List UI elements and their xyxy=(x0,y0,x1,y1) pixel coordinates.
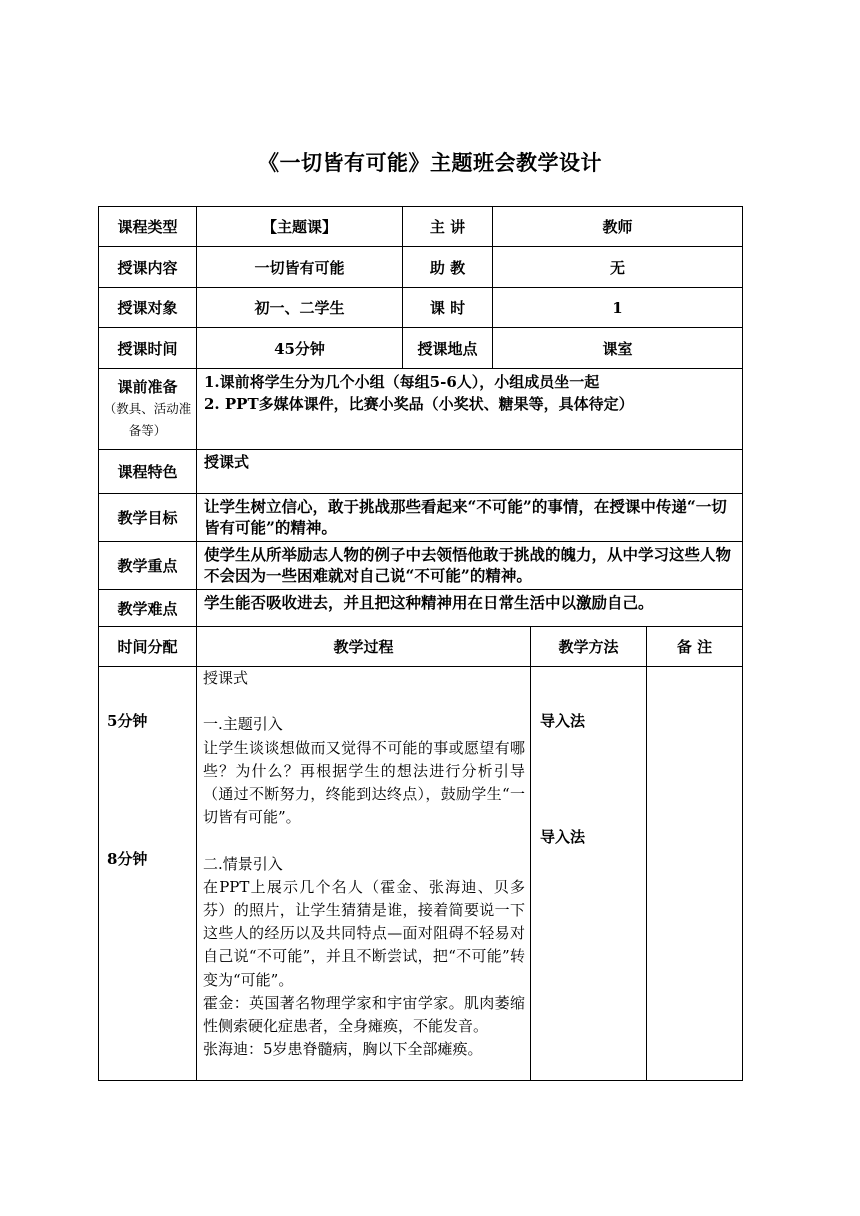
time-column xyxy=(99,667,197,1081)
audience-value: 初一、二学生 xyxy=(197,288,403,328)
row-key-point xyxy=(99,542,743,590)
lecturer-value: 教师 xyxy=(493,207,743,247)
prep-line-2: 2. PPT多媒体课件，比赛小奖品（小奖状、糖果等，具体待定） xyxy=(204,395,634,413)
row-time xyxy=(99,328,743,369)
place-value: 课室 xyxy=(493,328,743,369)
note-column xyxy=(647,667,743,1081)
time-slot-2: 8分钟 xyxy=(107,850,148,868)
content-label: 授课内容 xyxy=(99,247,197,288)
row-content xyxy=(99,247,743,288)
row-course-type xyxy=(99,207,743,247)
section-1-title: 一.主题引入 xyxy=(203,715,283,734)
row-features xyxy=(99,450,743,494)
goal-label: 教学目标 xyxy=(99,494,197,542)
header-note: 备 注 xyxy=(647,627,743,667)
course-type-value: 【主题课】 xyxy=(197,207,403,247)
zhang-text: 张海迪：5岁患脊髓病，胸以下全部瘫痪。 xyxy=(203,1040,483,1059)
time-value: 45分钟 xyxy=(197,328,403,369)
row-process-header xyxy=(99,627,743,667)
lecturer-label: 主 讲 xyxy=(403,207,493,247)
section-2-body: 在PPT上展示几个名人（霍金、张海迪、贝多芬）的照片，让学生猜猜是谁，接着简要说一下这些人的经历以及共同特点—面对阻碍不轻易对自己说“不可能”，并且不断尝试，把“不可能”转变为“可能”。 xyxy=(203,877,525,989)
assistant-label: 助 教 xyxy=(403,247,493,288)
row-difficulty xyxy=(99,590,743,627)
prep-sublabel: （教具、活动准备等） xyxy=(103,401,192,438)
difficulty-label: 教学难点 xyxy=(99,590,197,627)
prep-content xyxy=(197,369,743,450)
process-intro: 授课式 xyxy=(203,669,249,687)
process-content xyxy=(197,667,531,1081)
method-1: 导入法 xyxy=(540,712,586,730)
hours-value: 1 xyxy=(493,288,743,328)
prep-label: 课前准备 xyxy=(117,378,178,396)
difficulty-value: 学生能否吸收进去，并且把这种精神用在日常生活中以激励自己。 xyxy=(197,590,743,627)
goal-value: 让学生树立信心，敢于挑战那些看起来“不可能”的事情，在授课中传递“一切皆有可能”的精神。 xyxy=(197,494,743,542)
method-2: 导入法 xyxy=(540,828,586,846)
section-1-body: 让学生谈谈想做而又觉得不可能的事或愿望有哪些？为什么？再根据学生的想法进行分析引导（通过不断努力，终能到达终点），鼓励学生“一切皆有可能”。 xyxy=(203,738,525,827)
time-slot-1: 5分钟 xyxy=(107,712,148,730)
features-value: 授课式 xyxy=(197,450,743,494)
key-point-label: 教学重点 xyxy=(99,542,197,590)
header-method: 教学方法 xyxy=(531,627,647,667)
lesson-plan-table xyxy=(98,206,743,1081)
content-value: 一切皆有可能 xyxy=(197,247,403,288)
method-column xyxy=(531,667,647,1081)
key-point-value: 使学生从所举励志人物的例子中去领悟他敢于挑战的魄力，从中学习这些人物不会因为一些困难就对自己说“不可能”的精神。 xyxy=(197,542,743,590)
header-time: 时间分配 xyxy=(99,627,197,667)
header-process: 教学过程 xyxy=(197,627,531,667)
hours-label: 课 时 xyxy=(403,288,493,328)
row-goal xyxy=(99,494,743,542)
hawking-text: 霍金：英国著名物理学家和宇宙学家。肌肉萎缩性侧索硬化症患者，全身瘫痪，不能发音。 xyxy=(203,993,525,1036)
prep-line-1: 1.课前将学生分为几个小组（每组5-6人），小组成员坐一起 xyxy=(204,373,600,391)
course-type-label: 课程类型 xyxy=(99,207,197,247)
audience-label: 授课对象 xyxy=(99,288,197,328)
features-label: 课程特色 xyxy=(99,450,197,494)
page-title: 《一切皆有可能》主题班会教学设计 xyxy=(258,150,602,175)
assistant-value: 无 xyxy=(493,247,743,288)
row-audience xyxy=(99,288,743,328)
row-process-body xyxy=(99,667,743,1081)
prep-label-cell xyxy=(99,369,197,450)
row-prep xyxy=(99,369,743,450)
section-2-title: 二.情景引入 xyxy=(203,854,283,873)
place-label: 授课地点 xyxy=(403,328,493,369)
time-label: 授课时间 xyxy=(99,328,197,369)
